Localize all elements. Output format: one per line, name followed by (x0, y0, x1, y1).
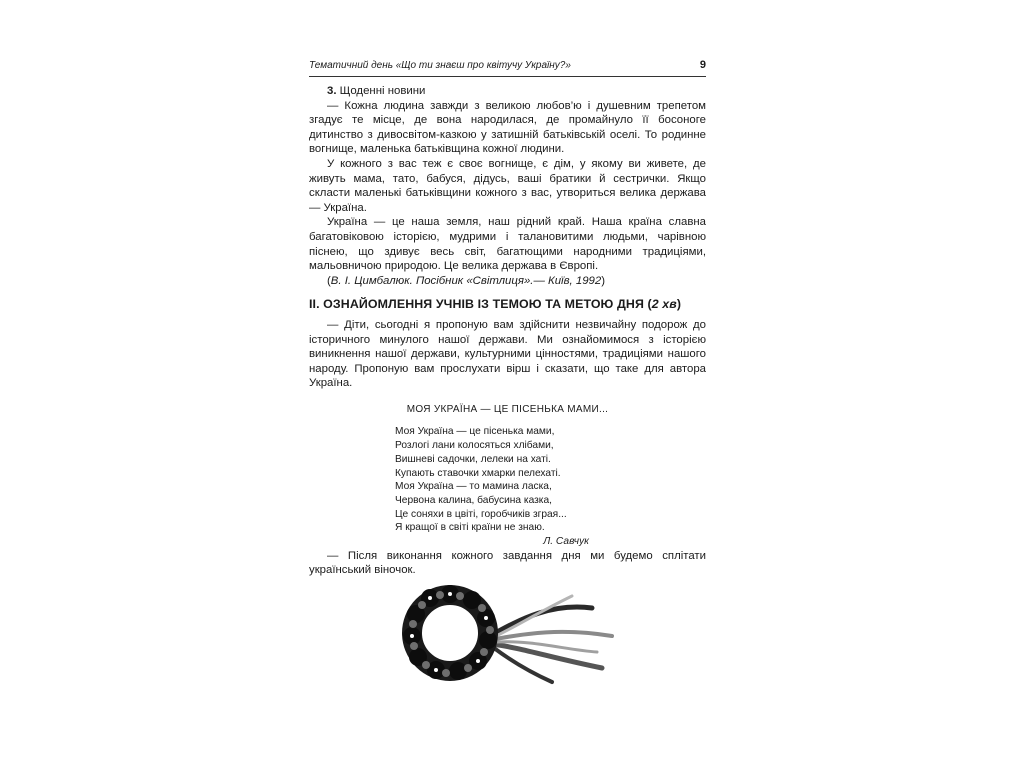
source-citation (309, 274, 706, 289)
paragraph: — Після виконання кожного завдання дня ми будемо сплітати український віночок. (309, 549, 706, 577)
poem-line: Купають ставочки хмарки пелехаті. (395, 467, 561, 479)
section-3-number: 3. (327, 85, 337, 97)
section-3-heading (309, 84, 706, 99)
poem-line: Розлогі лани колосяться хлібами, (395, 440, 554, 452)
page-number: 9 (699, 59, 706, 71)
flower-wreath-icon (402, 578, 618, 690)
section-2-duration: 2 хв (651, 297, 677, 312)
page-body (309, 84, 706, 578)
section-2-close: ) (676, 297, 682, 312)
poem-title: МОЯ УКРАЇНА — ЦЕ ПІСЕНЬКА МАМИ... (406, 403, 609, 415)
poem-line: Червона калина, бабусина казка, (395, 494, 552, 506)
paragraph: — Діти, сьогодні я пропоную вам здійснити незвичайну подорож до історичного минулого нашої держави. Ми ознайомимося з історією виникнення нашої держави, культурними цінностями, традиціями нашого народу. Пропоную вам прослухати вірш і сказати, що таке для автора Україна. (309, 318, 706, 390)
section-2-heading (309, 297, 706, 312)
paragraph: У кожного з вас теж є своє вогнище, є дім, у якому ви живете, де живуть мама, тато, бабуся, дідусь, ваші братики й сестрички. Якщо скласти маленькі батьківщини кожного з вас, утвориться велика держава — Україна. (309, 157, 706, 214)
poem-line: Моя Україна — це пісенька мами, (395, 426, 555, 438)
paragraph: — Кожна людина завжди з великою любов’ю і душевним трепетом згадує те місце, де вона народилася, де промайнуло її босоноге дитинство з дивосвітом-казкою у затишній батьківській оселі. То родинне вогнище, маленька батьківщина кожної людини. (309, 99, 706, 156)
citation-text: В. І. Цимбалюк. Посібник «Світлиця».— Київ, 1992 (330, 274, 602, 287)
citation-close-paren: ) (601, 274, 605, 287)
poem-line: Я кращої в світі країни не знаю. (395, 522, 545, 534)
running-header-title: Тематичний день «Що ти знаєш про квітучу Україну?» (309, 60, 571, 71)
paragraph: Україна — це наша земля, наш рідний край. Наша країна славна багатовіковою історією, мудрими і талановитими людьми, чарівною піснею, що здивує весь світ, багатющими народними традиціями, мальовничою природою. Це велика держава в Європі. (309, 216, 706, 273)
poem-line: Це соняхи в цвіті, горобчиків зграя... (395, 508, 567, 520)
poem-line: Вишневі садочки, лелеки на хаті. (395, 453, 551, 465)
citation-open-paren: ( (327, 274, 331, 287)
poem-author: Л. Савчук (543, 536, 589, 548)
section-2-title: II. ОЗНАЙОМЛЕННЯ УЧНІВ ІЗ ТЕМОЮ ТА МЕТОЮ ДНЯ ( (309, 297, 652, 312)
poem (395, 425, 589, 548)
section-3-title: Щоденні новини (339, 85, 426, 97)
running-header (309, 58, 706, 77)
poem-line: Моя Україна — то мамина ласка, (395, 481, 552, 493)
